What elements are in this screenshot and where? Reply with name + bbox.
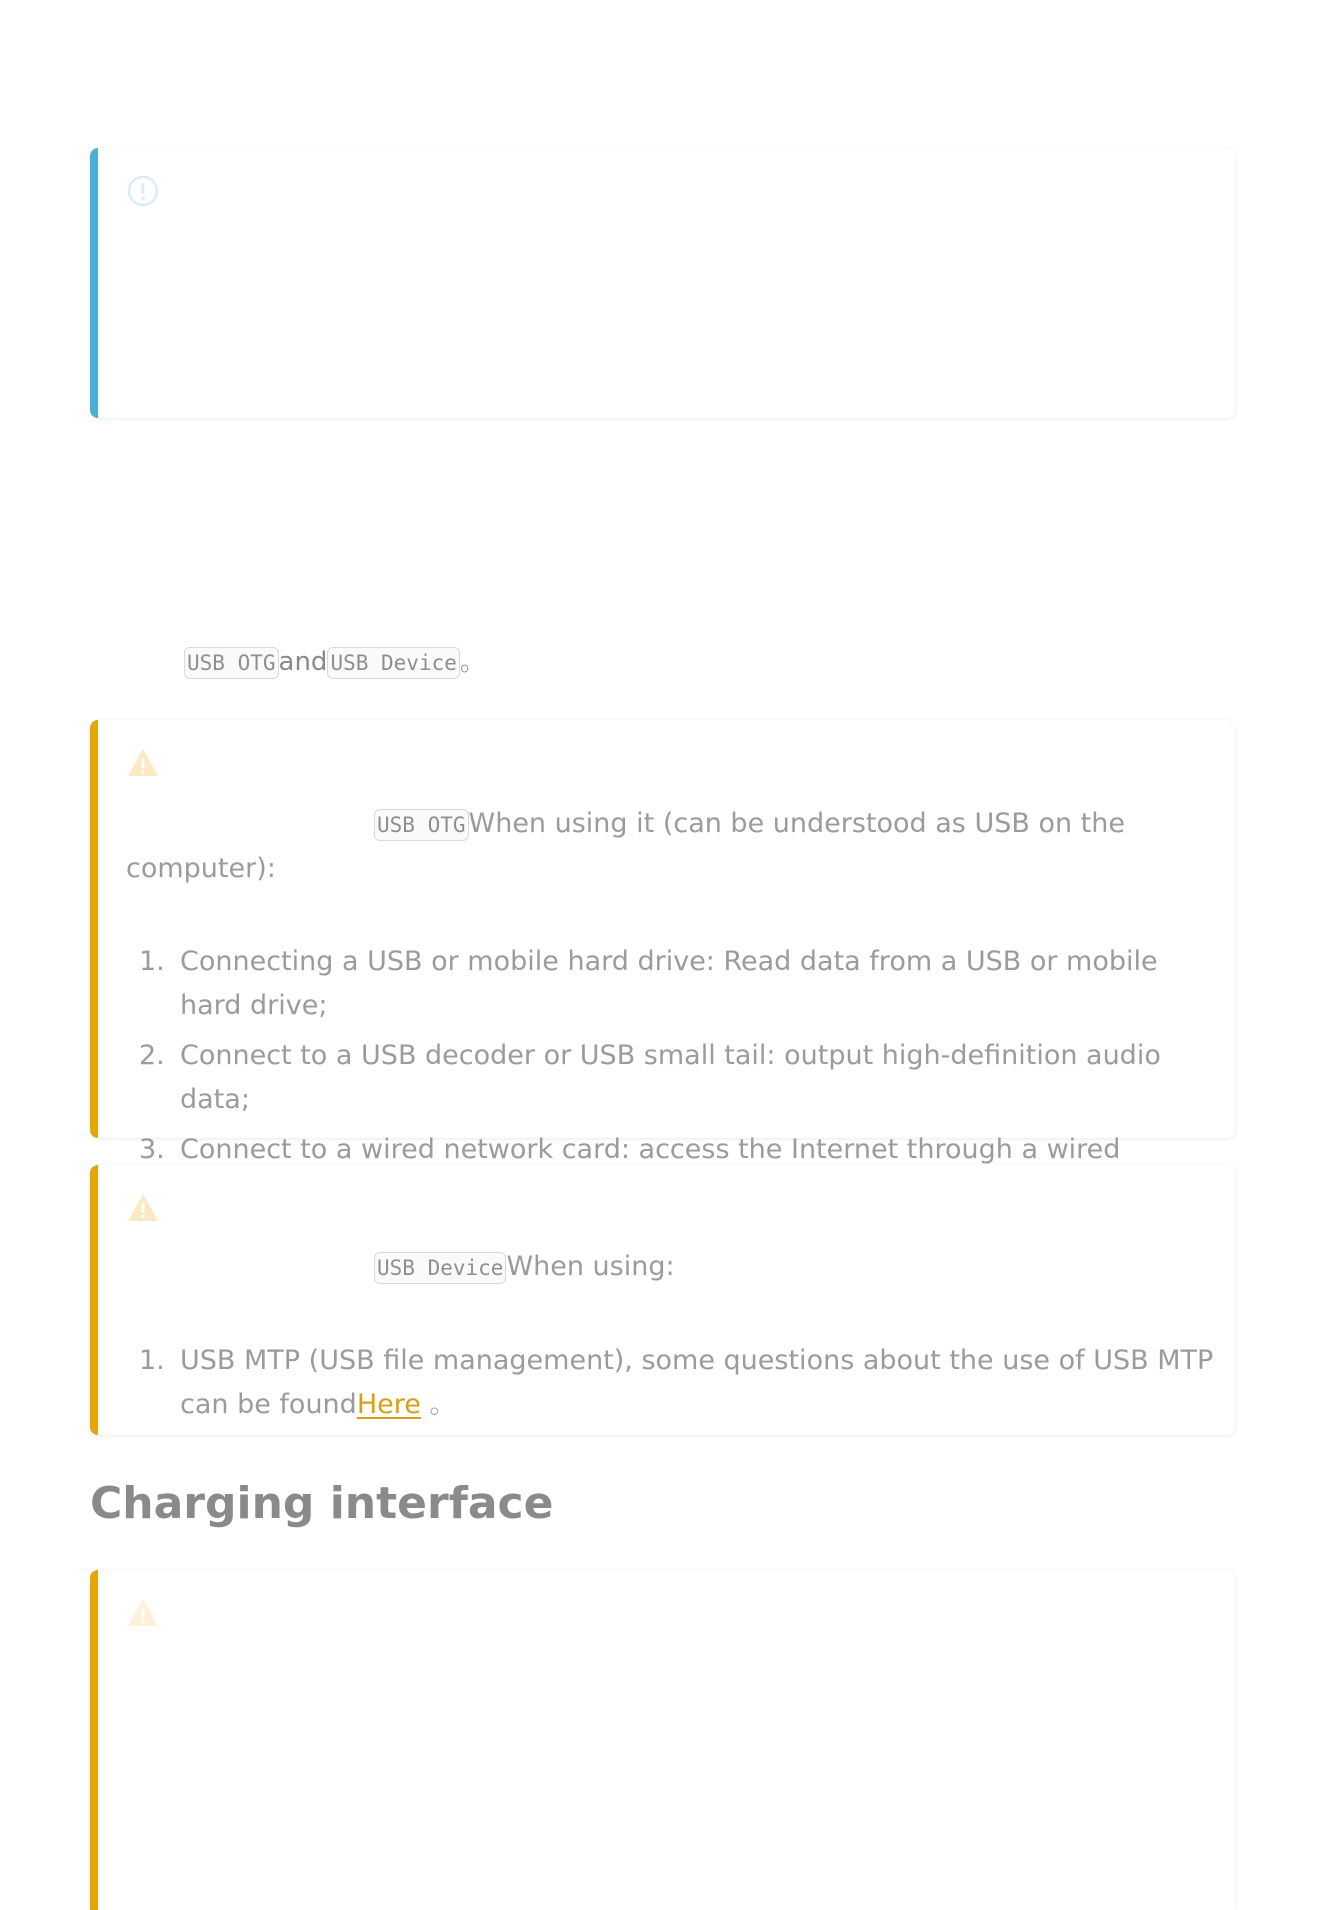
charging-warning-callout [90,1570,1235,1910]
otg-warning-callout [90,720,1235,1165]
info-circle-icon [126,174,160,208]
list-item: 1. Connecting a USB or mobile hard drive: Read data from a USB or mobile hard drive; [139,946,1158,1021]
device-list [126,1339,1216,1427]
intro-end: 。 [459,647,486,677]
warning-triangle-icon [126,1596,160,1630]
here-link[interactable]: Here [356,1389,421,1420]
list-item: 1. USB MTP (USB file management), some questions about the use of USB MTP can be foundHere 。 [139,1345,1214,1420]
section-heading: Charging interface [90,1478,554,1529]
device-warning-callout [90,1165,1235,1435]
otg-text: When using it (can be understood as USB on the [468,808,1125,839]
code-usb-device: USB Device [327,647,459,679]
info-callout [90,148,1235,418]
device-text: When using: [506,1251,675,1282]
warning-triangle-icon [126,1191,160,1225]
warning-triangle-icon [126,746,160,780]
list-item: 3. Connect to a wired network card: access the Internet through a wired [139,1134,1121,1165]
intro-line [184,643,486,682]
list-item: 2. Connect to a USB decoder or USB small tail: output high-definition audio data; [139,1040,1161,1115]
device-paragraph [126,1245,1186,1290]
intro-connector: and [278,647,328,677]
code-usb-otg: USB OTG [184,647,279,679]
otg-text-wrap: computer): [126,853,276,884]
code-usb-otg-callout: USB OTG [374,809,469,841]
code-usb-device-callout: USB Device [374,1252,506,1284]
otg-paragraph [126,802,1186,891]
